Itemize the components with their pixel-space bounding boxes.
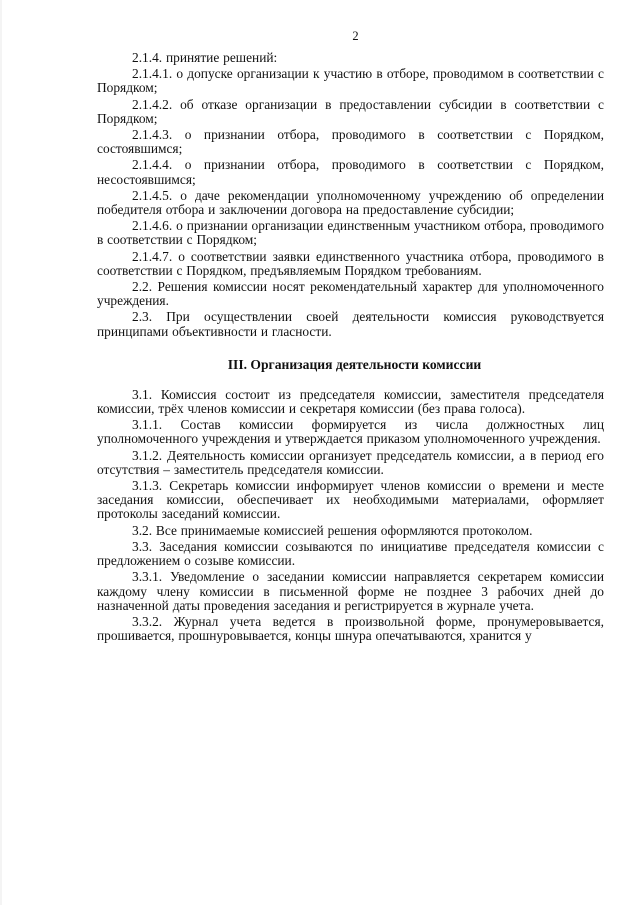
section-heading: III. Организация деятельности комиссии — [227, 356, 482, 372]
paragraph-2-1-4-2: 2.1.4.2. об отказе организации в предоставлении субсидии в соответствии с Порядком; — [97, 96, 604, 126]
page-number: 2 — [352, 29, 359, 43]
section-3-body — [97, 388, 604, 643]
paragraph-2-2: 2.2. Решения комиссии носят рекомендательный характер для уполномоченного учреждения. — [97, 279, 604, 309]
paragraph-3-1: 3.1. Комиссия состоит из председателя комиссии, заместителя председателя комиссии, трёх членов комиссии и секретаря комиссии (без права голоса). — [97, 386, 604, 417]
scan-edge — [0, 0, 2, 905]
paragraph-2-1-4-3: 2.1.4.3. о признании отбора, проводимого в соответствии с Порядком, состоявшимся; — [97, 127, 604, 157]
paragraph-3-1-1: 3.1.1. Состав комиссии формируется из числа должностных лиц уполномоченного учреждения и утверждается приказом уполномоченного учреждения. — [97, 417, 604, 447]
paragraph-2-3: 2.3. При осуществлении своей деятельности комиссия руководствуется принципами объективности и гласности. — [97, 309, 604, 339]
paragraph-2-1-4-6: 2.1.4.6. о признании организации единственным участником отбора, проводимого в соответствии с Порядком; — [97, 218, 604, 248]
paragraph-2-1-4-1: 2.1.4.1. о допуске организации к участию в отборе, проводимом в соответствии с Порядком; — [97, 66, 604, 96]
paragraph-3-2: 3.2. Все принимаемые комиссией решения оформляются протоколом. — [132, 522, 533, 538]
paragraph-2-1-4-7: 2.1.4.7. о соответствии заявки единственного участника отбора, проводимого в соответствии с Порядком, предъявляемым Порядком требованиям. — [97, 248, 604, 278]
paragraph-2-1-4-5: 2.1.4.5. о даче рекомендации уполномоченному учреждению об определении победителя отбора и заключении договора на предоставление субсидии; — [97, 187, 604, 218]
paragraph-2-1-4: 2.1.4. принятие решений: — [132, 50, 278, 65]
paragraph-3-3: 3.3. Заседания комиссии созываются по инициативе председателя комиссии с предложением о созыве комиссии. — [97, 538, 604, 569]
paragraph-3-1-2: 3.1.2. Деятельность комиссии организует председатель комиссии, а в период его отсутствия – заместитель председателя комиссии. — [97, 447, 604, 477]
paragraph-3-3-2: 3.3.2. Журнал учета ведется в произвольной форме, пронумеровывается, прошивается, прошнуровывается, концы шнура опечатываются, хранится у — [97, 613, 604, 644]
paragraph-2-1-4-4: 2.1.4.4. о признании отбора, проводимого в соответствии с Порядком, несостоявшимся; — [97, 157, 604, 187]
paragraph-3-3-1: 3.3.1. Уведомление о заседании комиссии направляется секретарем комиссии каждому члену комиссии в письменной форме не позднее 3 рабочих дней до назначенной даты проведения заседания и регистрируется в журнале учета. — [97, 569, 604, 613]
section-2-body — [97, 51, 604, 339]
paragraph-3-1-3: 3.1.3. Секретарь комиссии информирует членов комиссии о времени и месте заседания комиссии, обеспечивает их необходимыми материалами, оформляет протоколы заседаний комиссии. — [97, 478, 604, 522]
